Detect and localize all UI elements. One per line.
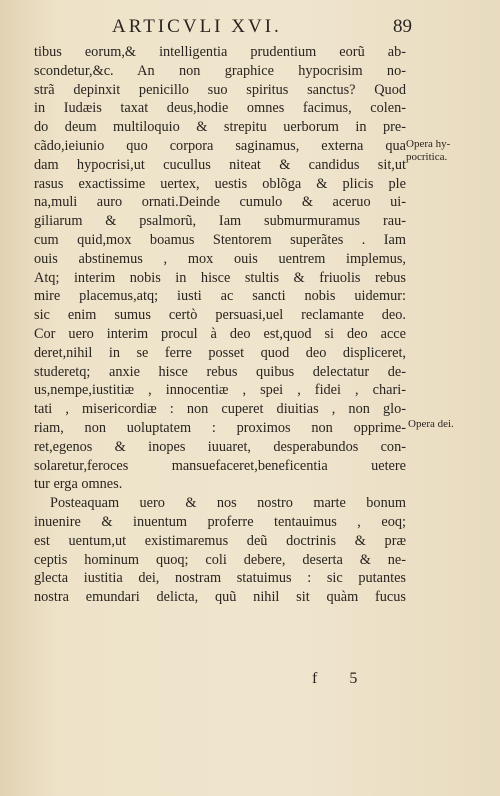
signature-mark: f 5	[312, 670, 372, 687]
text-line: solaretur,feroces mansuefaceret,beneficentia uetere	[34, 457, 406, 474]
text-line: in Iudæis taxat deus,hodie omnes facimus, colen‑	[34, 100, 406, 117]
text-line: cãdo,ieiunio quo corpora saginamus, externa qua	[34, 137, 406, 154]
text-line: inuenire & inuentum proferre tentauimus , eoq;	[34, 513, 406, 530]
text-line: ceptis hominum quoq; coli debere, deserta & ne‑	[34, 551, 406, 568]
text-line: giliarum & psalmorũ, Iam submurmuramus rau‑	[34, 213, 406, 230]
text-line: cum quid,mox boamus Stentorem superãtes . Iam	[34, 231, 406, 248]
text-line: studeretq; anxie hisce rebus quibus delectatur de‑	[34, 363, 406, 380]
marginal-note-opera-hypocritica	[406, 138, 450, 164]
text-line: na,muli auro ornati.Deinde cumulo & aceruo ui‑	[34, 194, 406, 211]
text-line: strã depinxit penicillo suo spiritus sanctus? Quod	[34, 81, 406, 98]
text-line: nostra emundari delicta, quũ nihil sit quàm fucus	[34, 589, 406, 606]
text-line: mire placemus,atq; iusti ac sancti nobis uidemur:	[34, 288, 406, 305]
page-number: 89	[393, 16, 412, 37]
text-line: est uentum,ut existimaremus deũ doctrinis & præ	[34, 532, 406, 549]
running-head: ARTICVLI XVI.	[112, 16, 282, 37]
text-line: us,nempe,iustitiæ , innocentiæ , spei , fidei , chari‑	[34, 382, 406, 399]
text-line: ouis abstinemus , mox ouis uentrem implemus,	[34, 250, 406, 267]
paragraph-start-line: Posteaquam uero & nos nostro marte bonum	[50, 495, 406, 512]
text-line: rasus exactissime uertex, uestis oblõga & plicis ple	[34, 175, 406, 192]
text-line: dam hypocrisi,ut cucullus niteat & candidus sit,ut	[34, 156, 406, 173]
text-line: do deum multiloquio & strepitu uerborum in pre‑	[34, 119, 406, 136]
text-line: tibus eorum,& intelligentia prudentium eorũ ab‑	[34, 44, 406, 60]
paragraph-end-line: tur erga omnes.	[34, 476, 123, 493]
marginal-note-opera-dei: Opera dei.	[408, 418, 454, 430]
text-line: Cor uero interim procul à deo est,quod si deo acce	[34, 325, 406, 342]
marginal-note-line: Opera hy‑	[406, 138, 451, 150]
text-line: Atq; interim nobis in hisce stultis & friuolis rebus	[34, 269, 406, 286]
text-line: glecta iustitia dei, nostram statuimus : sic putantes	[34, 570, 406, 587]
text-line: scondetur,&c. An non graphice hypocrisim no‑	[34, 62, 406, 79]
marginal-note-line: pocritica.	[406, 151, 448, 163]
text-line: sic enim sumus certò persuasi,uel reclamante deo.	[34, 307, 406, 324]
text-line: tati , misericordiæ : non cuperet diuitias , non glo‑	[34, 401, 406, 418]
page-header	[112, 16, 412, 42]
text-line: ret,egenos & inopes iuuaret, desperabundos con‑	[34, 438, 406, 455]
body-text	[34, 43, 406, 607]
text-line: riam, non uoluptatem : proximos non opprime‑	[34, 419, 406, 436]
text-line: deret,nihil in se ferre posset quod deo displiceret,	[34, 344, 406, 361]
